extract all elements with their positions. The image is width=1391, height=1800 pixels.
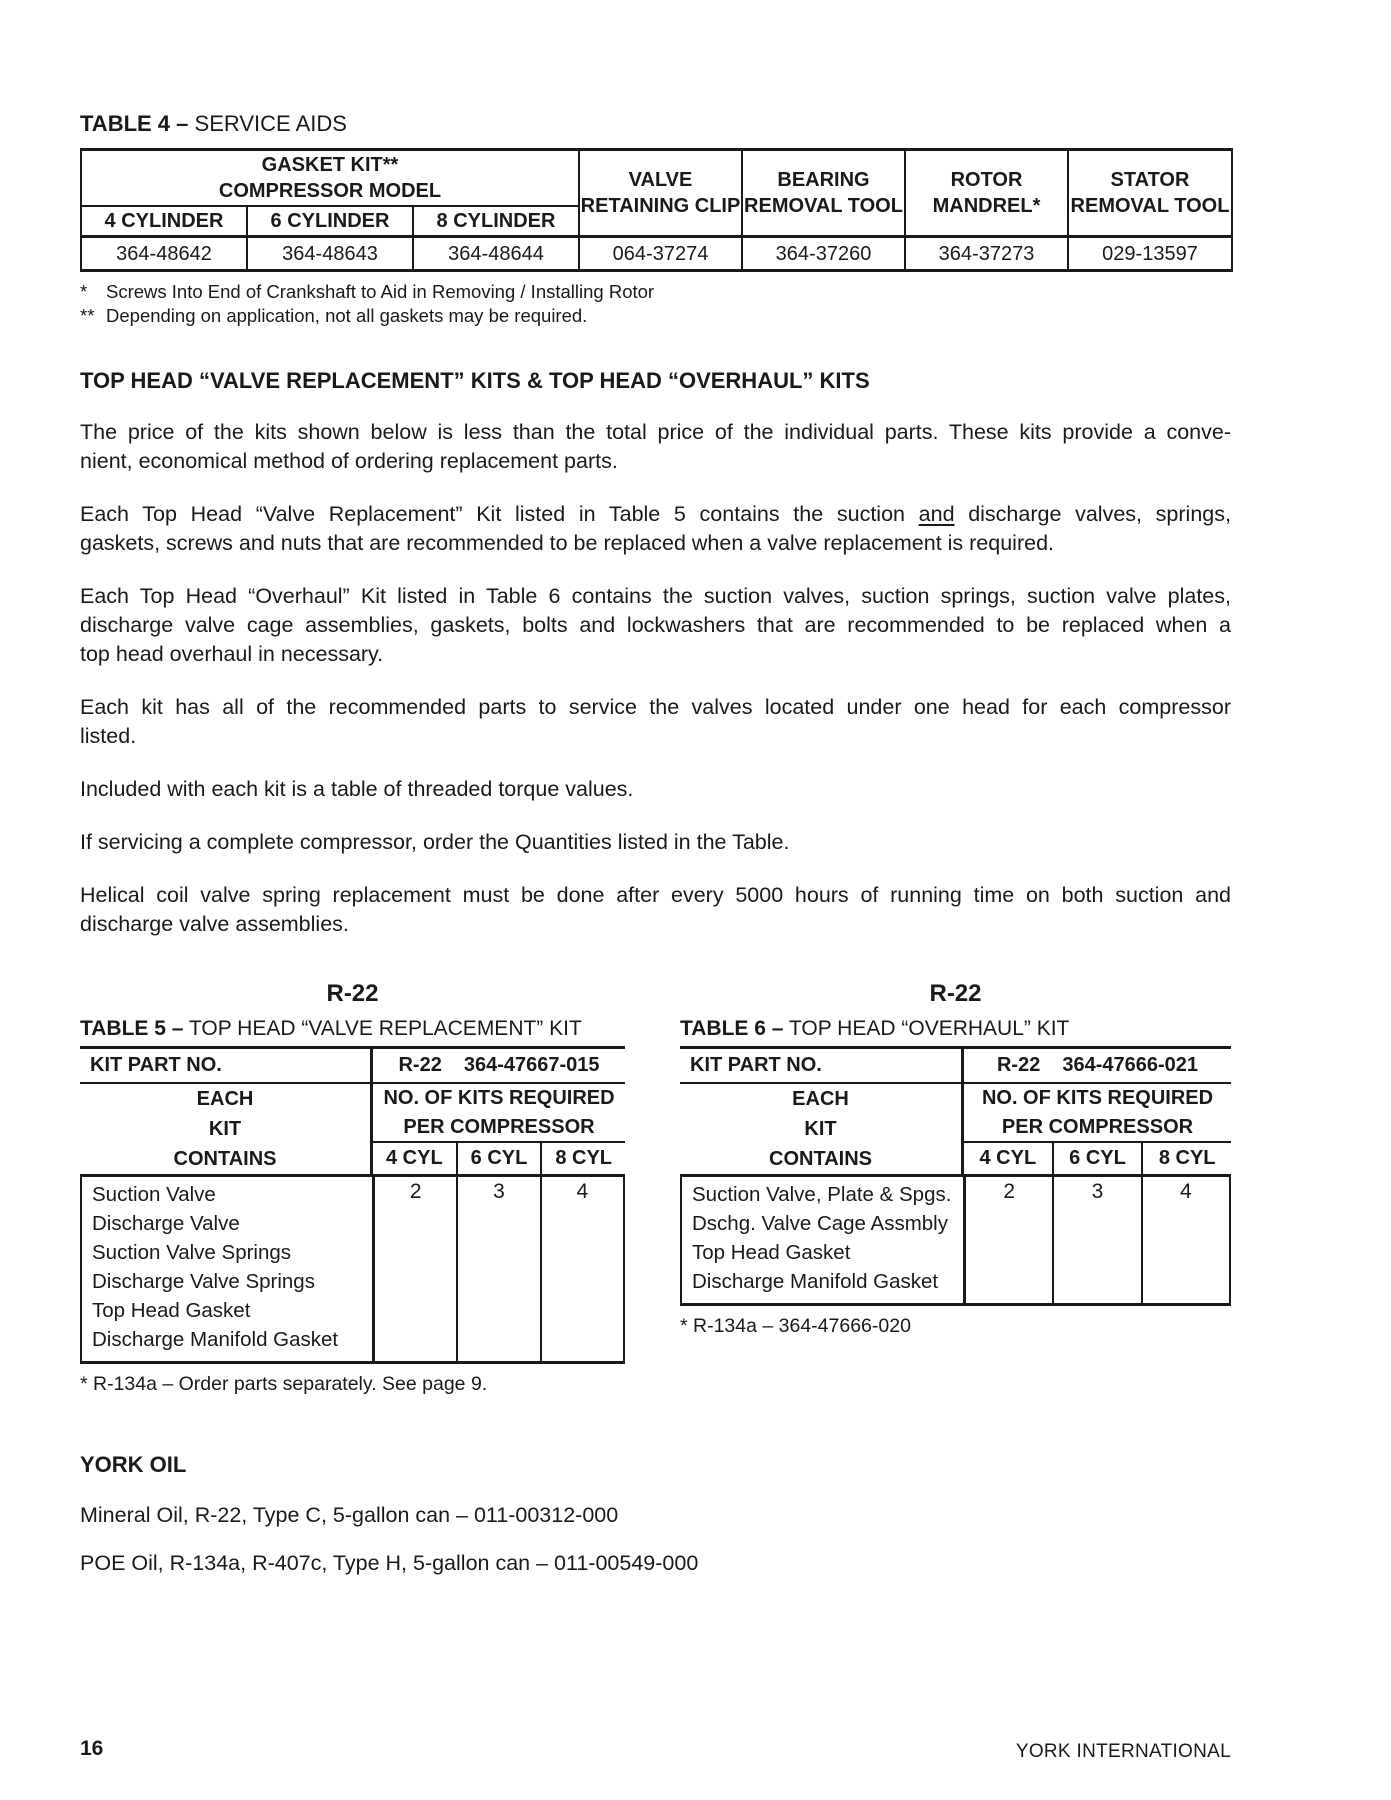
table5-footnote: * R-134a – Order parts separately. See page 9. [80,1373,488,1395]
paragraph-line: discharge valve assemblies. [80,912,349,936]
paragraph-7 [80,881,1231,939]
header-line: NO. OF KITS REQUIRED [981,1087,1214,1109]
table5 [80,1046,625,1364]
table4-col-rotor-mandrel: ROTOR MANDREL* [905,150,1068,237]
paragraph-3 [80,582,1231,669]
table4-value-cell: 364-48643 [247,237,413,271]
contains-item: Discharge Manifold Gasket [692,1270,939,1293]
kits-required-header [370,1084,625,1174]
kit-part-value [370,1049,625,1082]
table4-col-8cylinder: 8 CYLINDER [413,206,579,237]
contains-item: Discharge Valve [92,1212,240,1235]
table4-title-text: SERVICE AIDS [194,111,347,136]
kit-part-label: KIT PART NO. [690,1054,822,1076]
table4-col-bearing-removal-tool: BEARING REMOVAL TOOL [742,150,905,237]
quantity-cell: 4 [1141,1177,1229,1303]
cyl-header: 6 CYL [1052,1143,1142,1174]
table4-value-cell: 029-13597 [1068,237,1232,271]
footnote-text: Depending on application, not all gaskets may be required. [106,305,588,326]
table6-footnote: * R-134a – 364-47666-020 [680,1315,911,1337]
table6-kit-part-row [680,1049,1231,1084]
quantity-cell: 3 [456,1177,539,1361]
table4-col-valve-retaining-clip: VALVE RETAINING CLIP [579,150,742,237]
cylinder-header-row [964,1141,1231,1174]
paragraph-4 [80,693,1231,751]
kit-refrigerant: R-22 [996,1054,1041,1076]
table4-value-cell: 364-48642 [81,237,247,271]
table6-title-label: TABLE 6 – [680,1017,784,1040]
contains-item: Suction Valve Springs [92,1241,292,1264]
contains-item: Top Head Gasket [692,1241,851,1264]
page-number: 16 [80,1737,104,1760]
paragraph-line: discharge valve cage assemblies, gaskets, bolts and lockwashers that are recommended to be replaced when a [80,613,1231,637]
quantity-cells [372,1177,623,1361]
header-line: EACH [792,1088,849,1110]
york-oil-heading: YORK OIL [80,1452,187,1477]
underlined-word: and [918,502,955,526]
paragraph-line: If servicing a complete compressor, order the Quantities listed in the Table. [80,830,790,854]
table5-data-row [80,1177,625,1361]
page-content [80,112,1231,1578]
contains-item: Suction Valve, Plate & Spgs. [692,1183,952,1206]
cylinder-header-row [373,1141,625,1174]
header-line: PER COMPRESSOR [1001,1116,1194,1138]
kit-part-value [961,1049,1231,1082]
table5-kit-part-row [80,1049,625,1084]
each-kit-contains-header [680,1084,961,1174]
cyl-header: 4 CYL [385,1147,443,1169]
quantity-cells [963,1177,1229,1303]
kit-part-label: KIT PART NO. [90,1054,222,1076]
contains-item: Dschg. Valve Cage Assmbly [692,1212,948,1235]
table5-title [80,1016,625,1041]
header-line: CONTAINS [173,1148,277,1170]
table6-title [680,1016,1231,1041]
table6-header-row [680,1084,1231,1177]
table4-title-label: TABLE 4 – [80,111,189,136]
footer-company-name: YORK INTERNATIONAL [1015,1741,1231,1762]
paragraph-5 [80,775,1231,804]
table4-value-cell: 364-37260 [742,237,905,271]
paragraph-line: The price of the kits shown below is less than the total price of the individual parts. These kits provide a conve- [80,420,1231,444]
table4-gasket-kit-line2: COMPRESSOR MODEL [218,180,442,202]
paragraph-text: discharge valves, springs, [968,502,1231,526]
york-oil-line: POE Oil, R-134a, R-407c, Type H, 5-gallon can – 011-00549-000 [80,1551,699,1575]
table4-value-cell: 064-37274 [579,237,742,271]
table4-value-cell: 364-48644 [413,237,579,271]
paragraph-line: Each kit has all of the recommended parts to service the valves located under one head for each compressor [80,695,1231,719]
section-heading: TOP HEAD “VALVE REPLACEMENT” KITS & TOP HEAD “OVERHAUL” KITS [80,368,870,393]
table5-column [80,979,625,1396]
contains-items [682,1177,963,1303]
quantity-cell: 2 [1003,1180,1015,1203]
each-kit-contains-header [80,1084,370,1174]
cyl-header: 8 CYL [1141,1143,1231,1174]
paragraph-line: Helical coil valve spring replacement must be done after every 5000 hours of running time on both suction and [80,883,1231,907]
quantity-cell: 3 [1052,1177,1140,1303]
kit-number: 364-47666-021 [1062,1054,1199,1076]
table4-gasket-kit-line1: GASKET KIT** [261,154,399,176]
table4-header-row-1 [81,150,1232,207]
header-line: CONTAINS [769,1148,872,1170]
kit-tables-section [80,979,1231,1396]
table6 [680,1046,1231,1306]
paragraph-line: top head overhaul in necessary. [80,642,384,666]
table4-footnote-1 [80,280,1231,304]
footnote-text: Screws Into End of Crankshaft to Aid in Removing / Installing Rotor [106,281,655,302]
paragraph-line: listed. [80,724,137,748]
paragraph-line: Each Top Head “Overhaul” Kit listed in Table 6 contains the suction valves, suction springs, suction valve plates, [80,584,1231,608]
table4-value-cell: 364-37273 [905,237,1068,271]
contains-item: Discharge Valve Springs [92,1270,315,1293]
quantity-cell: 4 [540,1177,623,1361]
table4-col-stator-removal-tool: STATOR REMOVAL TOOL [1068,150,1232,237]
table4-data-row [81,237,1232,271]
quantity-cell: 2 [409,1180,422,1203]
table6-column [680,979,1231,1338]
cyl-header: 8 CYL [540,1143,625,1174]
york-oil-section [80,1452,1231,1578]
paragraph-6 [80,828,1231,857]
cyl-header: 6 CYL [456,1143,541,1174]
paragraph-text: Each Top Head “Valve Replacement” Kit listed in Table 5 contains the suction [80,502,905,526]
cyl-header: 4 CYL [979,1147,1037,1169]
contains-item: Discharge Manifold Gasket [92,1328,339,1351]
refrigerant-heading-right: R-22 [929,980,982,1007]
header-line: NO. OF KITS REQUIRED [383,1087,615,1109]
table4-gasket-kit-header [81,150,579,207]
table5-header-row [80,1084,625,1177]
contains-items [82,1177,372,1361]
footnote-marker: ** [80,305,95,326]
table5-title-text: TOP HEAD “VALVE REPLACEMENT” KIT [188,1017,582,1040]
table6-data-row [680,1177,1231,1303]
contains-item: Top Head Gasket [92,1299,251,1322]
kit-number: 364-47667-015 [463,1054,600,1076]
paragraph-line: nient, economical method of ordering replacement parts. [80,449,618,473]
paragraph-line: gaskets, screws and nuts that are recommended to be replaced when a valve replacement is required. [80,531,1054,555]
table4-col-4cylinder: 4 CYLINDER [81,206,247,237]
refrigerant-heading-left: R-22 [326,980,379,1007]
table4-footnote-2 [80,304,1231,328]
paragraph-1 [80,418,1231,476]
paragraph-line [80,500,1231,529]
header-line: EACH [196,1088,254,1110]
header-line: PER COMPRESSOR [403,1116,595,1138]
contains-item: Suction Valve [92,1183,216,1206]
table4-col-6cylinder: 6 CYLINDER [247,206,413,237]
paragraph-2 [80,500,1231,558]
kit-refrigerant: R-22 [398,1054,442,1076]
table5-title-label: TABLE 5 – [80,1017,184,1040]
kits-required-header [961,1084,1231,1174]
york-oil-line: Mineral Oil, R-22, Type C, 5-gallon can – 011-00312-000 [80,1503,619,1527]
table6-title-text: TOP HEAD “OVERHAUL” KIT [788,1017,1070,1040]
header-line: KIT [804,1118,837,1140]
paragraph-line: Included with each kit is a table of threaded torque values. [80,777,634,801]
footnote-marker: * [80,281,88,302]
table4-title [80,112,1231,136]
header-line: KIT [208,1118,242,1140]
table4 [80,148,1233,272]
